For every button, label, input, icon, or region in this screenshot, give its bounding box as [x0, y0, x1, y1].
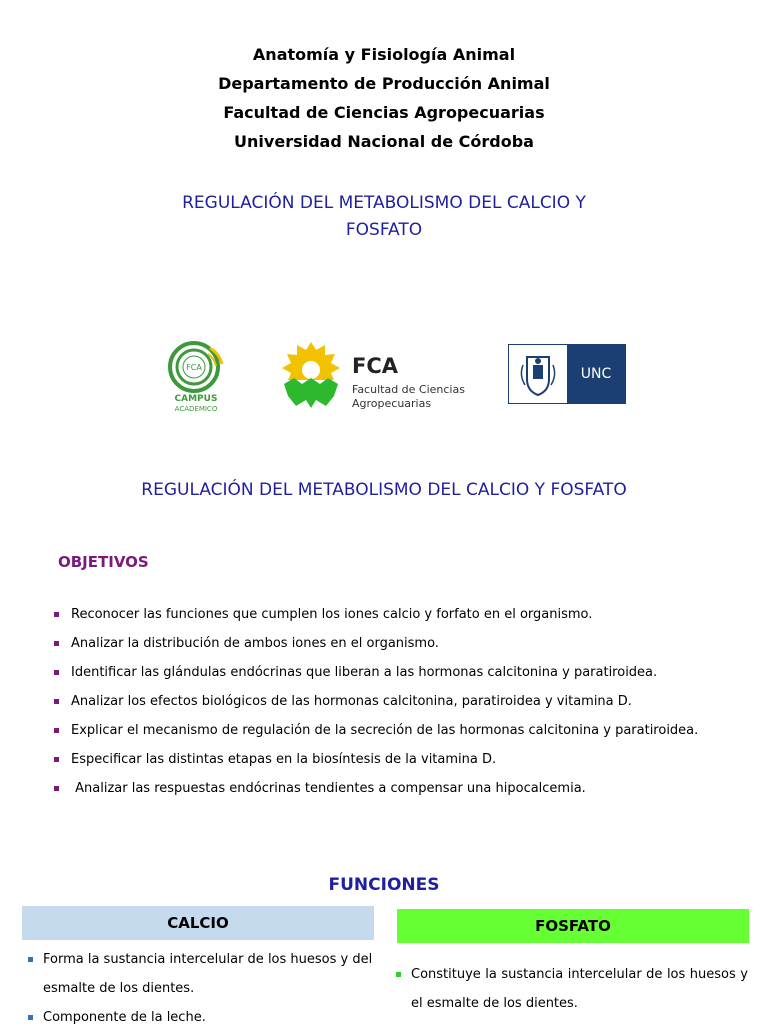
- main-title-line-1: REGULACIÓN DEL METABOLISMO DEL CALCIO Y: [182, 193, 586, 213]
- square-bullet-icon: [54, 699, 59, 704]
- campus-ring-icon: [164, 340, 228, 394]
- campus-academico-logo: [164, 340, 228, 416]
- main-title-line-2: FOSFATO: [345, 220, 423, 240]
- objective-text: Analizar los efectos biológicos de las hormonas calcitonina, paratiroidea y vitamina D.: [71, 694, 632, 709]
- unc-logo: [508, 344, 626, 404]
- objective-text: Especificar las distintas etapas en la biosíntesis de la vitamina D.: [71, 752, 497, 767]
- logo-row: [0, 336, 768, 416]
- list-item: [52, 629, 752, 658]
- unc-crest: [509, 345, 567, 403]
- list-item: [52, 600, 752, 629]
- list-item: [24, 1003, 374, 1032]
- objective-text: Explicar el mecanismo de regulación de la secreción de las hormonas calcitonina y paratiroidea.: [71, 723, 699, 738]
- calcio-functions-list: [24, 945, 374, 1032]
- header-line-department: Departamento de Producción Animal: [218, 74, 550, 93]
- header-line-faculty: Facultad de Ciencias Agropecuarias: [223, 103, 545, 122]
- calcio-function-text: Forma la sustancia intercelular de los huesos y del esmalte de los dientes.: [43, 952, 373, 996]
- campus-subtitle: ACADEMICO: [174, 405, 218, 413]
- section-title: REGULACIÓN DEL METABOLISMO DEL CALCIO Y FOSFATO: [141, 480, 627, 500]
- fca-logo: [280, 340, 480, 410]
- header-line-university: Universidad Nacional de Córdoba: [234, 132, 534, 151]
- objective-text: Reconocer las funciones que cumplen los iones calcio y forfato en el organismo.: [71, 607, 593, 622]
- square-bullet-icon: [28, 957, 33, 962]
- square-bullet-icon: [54, 786, 59, 791]
- square-bullet-icon: [54, 670, 59, 675]
- square-bullet-icon: [54, 641, 59, 646]
- fca-full-name: [352, 383, 465, 411]
- document-header: [0, 40, 768, 156]
- square-bullet-icon: [54, 612, 59, 617]
- funciones-title: FUNCIONES: [328, 875, 440, 895]
- fca-name-line-2: Agropecuarias: [352, 397, 432, 410]
- header-line-course: Anatomía y Fisiología Animal: [252, 45, 516, 64]
- fosfato-functions-list: [392, 960, 748, 1018]
- objective-text: Analizar las respuestas endócrinas tendientes a compensar una hipocalcemia.: [71, 781, 586, 796]
- list-item: [52, 745, 752, 774]
- unc-abbreviation: UNC: [567, 345, 625, 403]
- fca-emblem-icon: [280, 340, 342, 410]
- list-item: [52, 774, 752, 803]
- square-bullet-icon: [54, 757, 59, 762]
- fosfato-column-header: FOSFATO: [397, 909, 749, 943]
- fosfato-function-text: Constituye la sustancia intercelular de los huesos y el esmalte de los dientes.: [411, 967, 748, 1011]
- unc-crest-icon: [509, 345, 567, 403]
- main-title: [134, 190, 634, 244]
- objectives-heading: OBJETIVOS: [58, 553, 149, 571]
- objective-text: Analizar la distribución de ambos iones en el organismo.: [71, 636, 439, 651]
- list-item: [52, 716, 752, 745]
- square-bullet-icon: [54, 728, 59, 733]
- campus-name: CAMPUS: [174, 394, 218, 404]
- calcio-column-header: CALCIO: [22, 906, 374, 940]
- list-item: [392, 960, 748, 1018]
- square-bullet-icon: [396, 972, 401, 977]
- list-item: [24, 945, 374, 1003]
- fca-abbreviation: FCA: [352, 354, 399, 378]
- calcio-function-text: Componente de la leche.: [43, 1010, 206, 1025]
- objectives-list: [52, 600, 752, 803]
- fca-name-line-1: Facultad de Ciencias: [352, 383, 465, 396]
- objective-text: Identificar las glándulas endócrinas que liberan a las hormonas calcitonina y paratiroidea.: [71, 665, 658, 680]
- campus-badge-text: FCA: [186, 363, 202, 372]
- list-item: [52, 658, 752, 687]
- square-bullet-icon: [28, 1015, 33, 1020]
- list-item: [52, 687, 752, 716]
